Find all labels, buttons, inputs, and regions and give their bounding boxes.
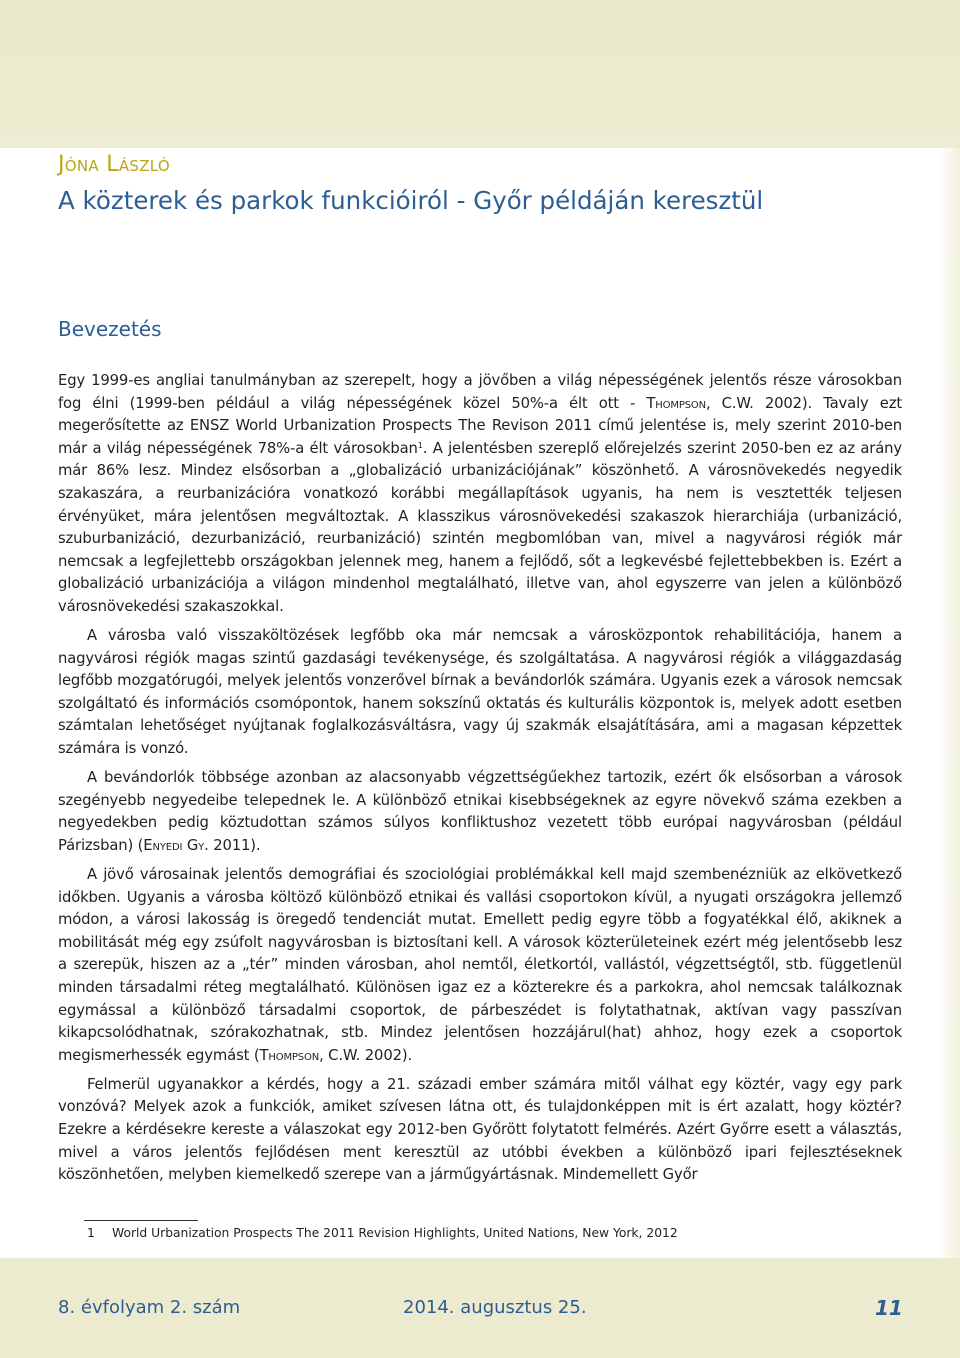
footnote-marker[interactable]: 1 xyxy=(417,440,423,450)
paragraph-1-text-a: Egy 1999-es angliai tanulmányban az szerepelt, hogy a jövőben a világ népességének jelentős része városokban fog élni (1999-ben például a világ népességének közel 50%-a élt ott - xyxy=(58,372,902,412)
footnote-divider xyxy=(84,1220,198,1221)
paragraph-4-text-c: , C.W. 2002). xyxy=(319,1046,413,1064)
paragraph-5: Felmerül ugyanakkor a kérdés, hogy a 21. századi ember számára mitől válhat egy köztér, vagy egy park vonzóvá? Melyek azok a funkciók, amiket szívesen látna ott, és tulajdonképpen mit is ért azalatt, hogy köztér? Ezekre a kérdésekre kereste a válaszokat egy 2012-ben Győrött folytatott felmérés. Azért Győrre esett a választás, mivel a város jelentős fejlődésen ment keresztül az utóbbi években a különböző ipari fejlesztéseknek köszönhetően, melyben kiemelkedő szerepe van a járműgyártásnak. Mindemellett Győr xyxy=(58,1075,902,1184)
paragraph-1-text-d: . A jelentésben szereplő előrejelzés szerint 2050-ben ez az arány már 86% lesz. Mindez elsősorban a „globalizáció urbanizációjának” köszönhető. A városnövekedés negyedik szakaszára, a reurbanizációra vonatkozó korábbi megállapítások ugyanis, ha nem is vesztették teljesen érvényüket, mára jelentősen megváltoztak. A klasszikus városnövekedési szakaszok hierarchiája (urbanizáció, szuburbanizáció, dezurbanizáció, reurbanizáció) szintén megbomlóban van, mivel a nagyvárosi régiók már nemcsak a legfejlettebb országokban jelennek meg, hanem a fejlődő, sőt a legkevésbé fejlettebbekben is. Ezért a globalizáció urbanizációja a világon mindenhol megtalálható, illetve van, ahol egyszerre van jelen a különböző városnövekedési szakaszokkal. xyxy=(58,439,902,615)
article-body xyxy=(58,370,902,1193)
top-band xyxy=(0,0,960,150)
footer-date: 2014. augusztus 25. xyxy=(403,1297,587,1318)
paragraph-2: A városba való visszaköltözések legfőbb oka már nemcsak a városközpontok rehabilitációja, hanem a nagyvárosi régiók magas szintű gazdasági tevékenysége, és szolgáltatása. A nagyvárosi régiók a világgazdaság legfőbb mozgatórugói, melyek jelentős vonzerővel bírnak a bevándorlók számára. Ugyanis ezek a városok nemcsak szolgáltató és információs csomópontok, hanem sokszínű oktatás és kulturális központok is, melyek adott esetben számtalan lehetőséget nyújtanak foglalkozásváltásra, vagy új szakmák elsajátítására, ami a magasan képzettek számára is vonzó. xyxy=(58,627,902,757)
paragraph-3-text-a: A bevándorlók többsége azonban az alacsonyabb végzettségűekhez tartozik, ezért ők elsősorban a városok szegényebb negyedeibe telepednek le. A különböző etnikai kisebbségeknek az egyre növekvő száma ezekben a negyedekben pedig köztudottan számos súlyos konfliktushoz vezetett több európai nagyvárosban (például Párizsban) ( xyxy=(58,769,902,854)
paragraph-4-text-a: A jövő városainak jelentős demográfiai és szociológiai problémákkal kell majd szembenézniük az elkövetkező időkben. Ugyanis a városba költöző különböző etnikai és vallási csoportokon kívül, a nyugati országokra jellemző módon, a városi lakosság is öregedő tendenciát mutat. Emellett pedig egyre több a fogyatékkal élő, akiknek a mobilitását még egy zsúfolt nagyvárosban is biztosítani kell. A városok közterületeinek ezért még jelentősebb lesz a szerepük, hiszen az a „tér” minden városban, ahol nemtől, életkortól, vallástól, végzettségtől, stb. függetlenül minden társadalmi réteg megtalálható. Különösen igaz ez a közterekre és a parkokra, ahol nemcsak találkoznak egymással a különböző társadalmi csoportok, de párbeszédet is folytathatnak, aktívan vagy passzívan kikapcsolódhatnak, szórakozhatnak, stb. Mindez jelentősen hozzájárul(hat) ahhoz, hogy ezek a csoportok megismerhessék egymást ( xyxy=(58,865,902,1064)
footnote-number: 1 xyxy=(87,1226,95,1240)
citation-author: Thompson xyxy=(646,394,706,412)
footer-issue: 8. évfolyam 2. szám xyxy=(58,1297,241,1318)
paragraph-4 xyxy=(58,864,902,1067)
article-title: A közterek és parkok funkcióiról - Győr példáján keresztül xyxy=(58,186,764,215)
citation-author: Thompson xyxy=(259,1046,320,1064)
paragraph-1 xyxy=(58,370,902,619)
paragraph-3 xyxy=(58,767,902,857)
paragraph-3-text-c: . 2011). xyxy=(204,836,261,854)
author-name: Jóna László xyxy=(58,152,171,177)
page-number: 11 xyxy=(875,1296,903,1320)
footnote-text: World Urbanization Prospects The 2011 Revision Highlights, United Nations, New York, 2012 xyxy=(112,1226,678,1240)
section-heading: Bevezetés xyxy=(58,317,162,341)
citation-author: Enyedi Gy xyxy=(143,836,205,854)
paragraph-1-text-c: , C.W. 2002). Tavaly ezt megerősítette az ENSZ World Urbanization Prospects The Revison 2011 című jelentése is, mely szerint 2010-ben már a világ népességének 78%-a élt városokban xyxy=(58,394,903,457)
footnote xyxy=(87,1225,907,1241)
